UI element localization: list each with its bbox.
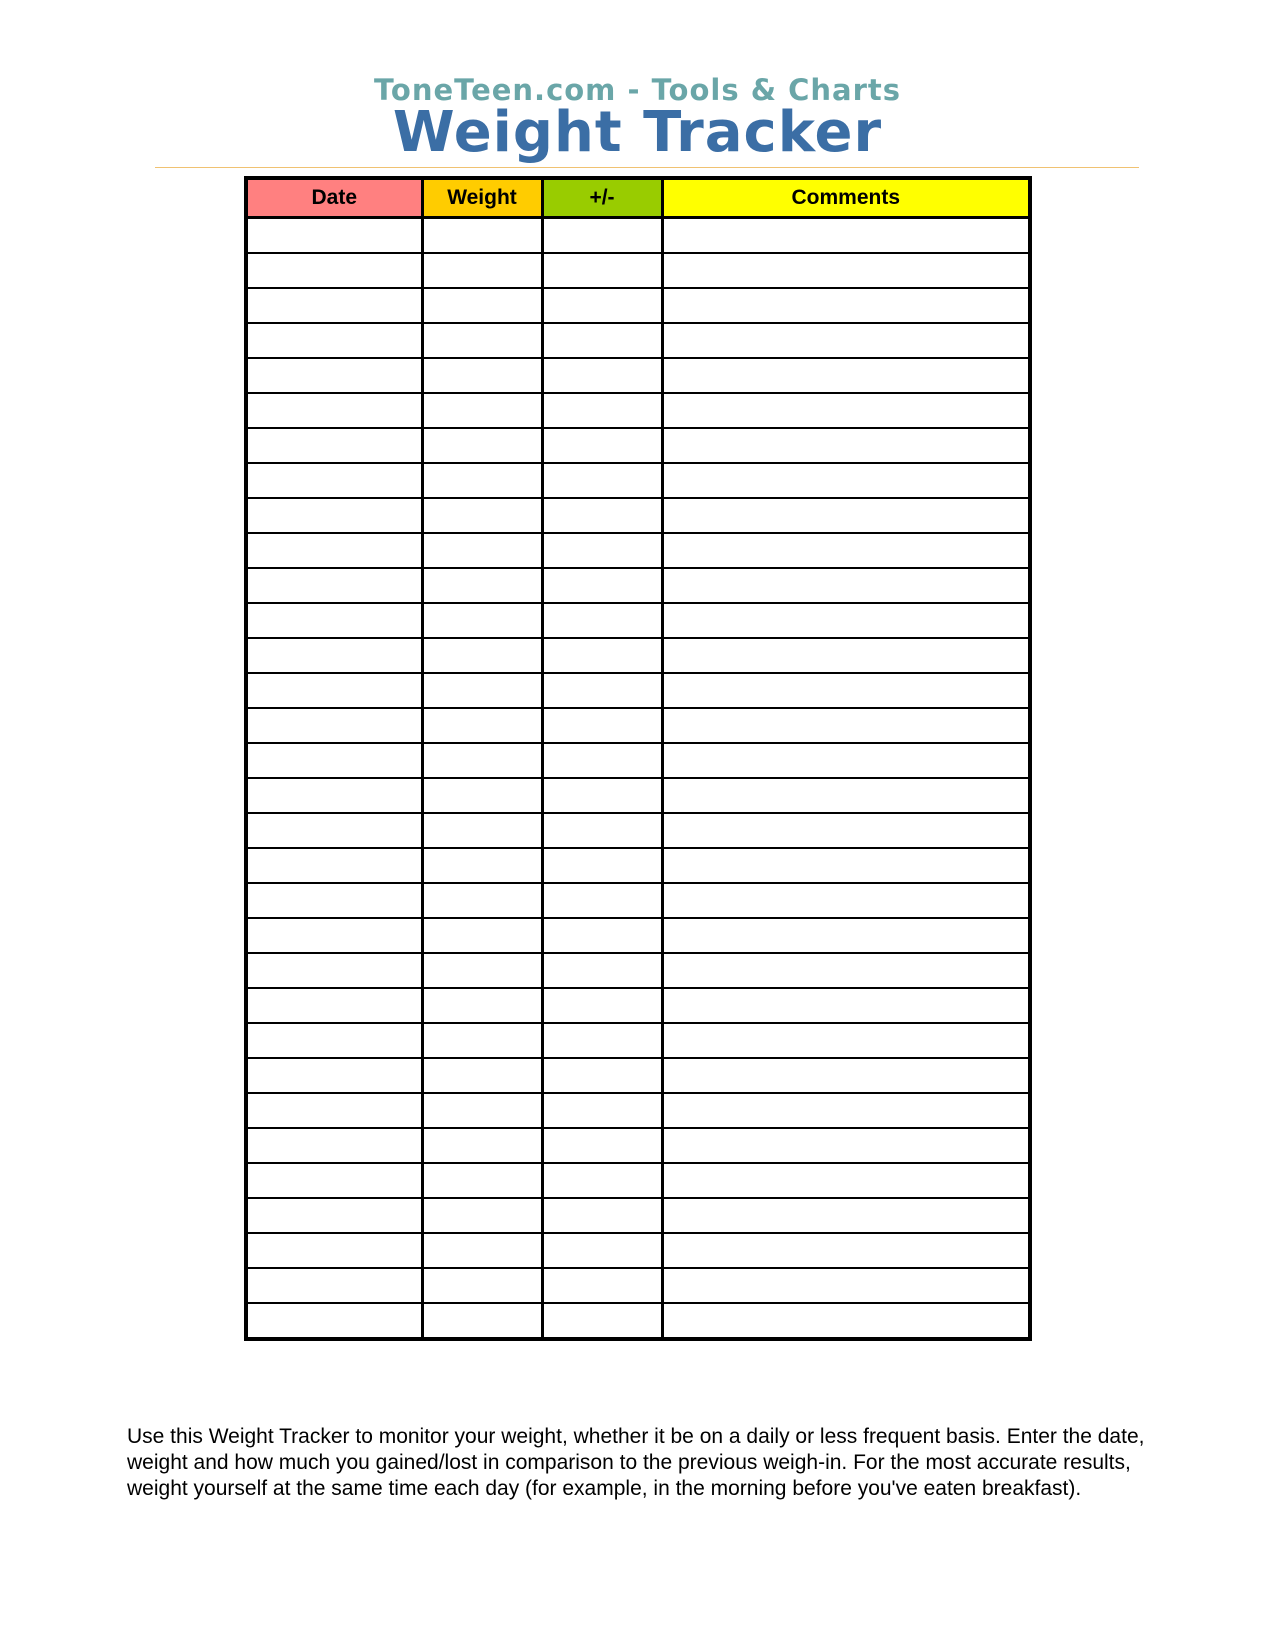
date-cell[interactable]: [246, 1303, 422, 1339]
change-cell[interactable]: [542, 638, 662, 673]
date-cell[interactable]: [246, 568, 422, 603]
change-cell[interactable]: [542, 848, 662, 883]
change-cell[interactable]: [542, 1093, 662, 1128]
date-cell[interactable]: [246, 918, 422, 953]
change-cell[interactable]: [542, 1058, 662, 1093]
table-row: [246, 463, 1030, 498]
header-weight: Weight: [422, 178, 542, 218]
comments-cell[interactable]: [662, 743, 1030, 778]
table-row: [246, 428, 1030, 463]
comments-cell[interactable]: [662, 358, 1030, 393]
weight-cell[interactable]: [422, 813, 542, 848]
comments-cell[interactable]: [662, 218, 1030, 254]
weight-cell[interactable]: [422, 778, 542, 813]
change-cell[interactable]: [542, 1163, 662, 1198]
weight-cell[interactable]: [422, 1268, 542, 1303]
date-cell[interactable]: [246, 1163, 422, 1198]
change-cell[interactable]: [542, 253, 662, 288]
date-cell[interactable]: [246, 358, 422, 393]
date-cell[interactable]: [246, 253, 422, 288]
comments-cell[interactable]: [662, 1163, 1030, 1198]
change-cell[interactable]: [542, 1128, 662, 1163]
date-cell[interactable]: [246, 673, 422, 708]
table-row: [246, 708, 1030, 743]
page-title: Weight Tracker: [392, 100, 883, 165]
change-cell[interactable]: [542, 463, 662, 498]
change-cell[interactable]: [542, 323, 662, 358]
comments-cell[interactable]: [662, 463, 1030, 498]
comments-cell[interactable]: [662, 393, 1030, 428]
comments-cell[interactable]: [662, 953, 1030, 988]
change-cell[interactable]: [542, 218, 662, 254]
weight-cell[interactable]: [422, 708, 542, 743]
weight-cell[interactable]: [422, 253, 542, 288]
comments-cell[interactable]: [662, 1058, 1030, 1093]
comments-cell[interactable]: [662, 1128, 1030, 1163]
weight-cell[interactable]: [422, 358, 542, 393]
change-cell[interactable]: [542, 1233, 662, 1268]
date-cell[interactable]: [246, 218, 422, 254]
weight-cell[interactable]: [422, 1093, 542, 1128]
date-cell[interactable]: [246, 848, 422, 883]
change-cell[interactable]: [542, 1303, 662, 1339]
date-cell[interactable]: [246, 603, 422, 638]
table-row: [246, 988, 1030, 1023]
weight-cell[interactable]: [422, 603, 542, 638]
weight-cell[interactable]: [422, 883, 542, 918]
date-cell[interactable]: [246, 638, 422, 673]
comments-cell[interactable]: [662, 1303, 1030, 1339]
weight-cell[interactable]: [422, 953, 542, 988]
comments-cell[interactable]: [662, 778, 1030, 813]
date-cell[interactable]: [246, 463, 422, 498]
weight-cell[interactable]: [422, 428, 542, 463]
table-row: [246, 1093, 1030, 1128]
weight-cell[interactable]: [422, 323, 542, 358]
comments-cell[interactable]: [662, 638, 1030, 673]
change-cell[interactable]: [542, 288, 662, 323]
change-cell[interactable]: [542, 673, 662, 708]
table-row: [246, 1058, 1030, 1093]
weight-cell[interactable]: [422, 568, 542, 603]
change-cell[interactable]: [542, 393, 662, 428]
weight-cell[interactable]: [422, 393, 542, 428]
table-row: [246, 1128, 1030, 1163]
date-cell[interactable]: [246, 1268, 422, 1303]
date-cell[interactable]: [246, 323, 422, 358]
table-row: [246, 218, 1030, 254]
change-cell[interactable]: [542, 498, 662, 533]
date-cell[interactable]: [246, 533, 422, 568]
table-row: [246, 1303, 1030, 1339]
change-cell[interactable]: [542, 708, 662, 743]
date-cell[interactable]: [246, 1198, 422, 1233]
comments-cell[interactable]: [662, 848, 1030, 883]
weight-cell[interactable]: [422, 673, 542, 708]
header-change: +/-: [542, 178, 662, 218]
table-row: [246, 848, 1030, 883]
weight-cell[interactable]: [422, 218, 542, 254]
comments-cell[interactable]: [662, 1268, 1030, 1303]
date-cell[interactable]: [246, 428, 422, 463]
comments-cell[interactable]: [662, 533, 1030, 568]
change-cell[interactable]: [542, 533, 662, 568]
change-cell[interactable]: [542, 428, 662, 463]
comments-cell[interactable]: [662, 988, 1030, 1023]
date-cell[interactable]: [246, 1233, 422, 1268]
table-row: [246, 1198, 1030, 1233]
weight-cell[interactable]: [422, 1058, 542, 1093]
comments-cell[interactable]: [662, 253, 1030, 288]
date-cell[interactable]: [246, 953, 422, 988]
comments-cell[interactable]: [662, 918, 1030, 953]
weight-cell[interactable]: [422, 1128, 542, 1163]
table-row: [246, 673, 1030, 708]
weight-cell[interactable]: [422, 1163, 542, 1198]
change-cell[interactable]: [542, 568, 662, 603]
table-row: [246, 953, 1030, 988]
instructions-text: Use this Weight Tracker to monitor your weight, whether it be on a daily or less frequent basis. Enter the date, weight and how much you gained/lost in comparison to the previous weigh-in. For the most accurate results, weight yourself at the same time each day (for example, in the morning before you've eaten breakfast).: [127, 1425, 1145, 1500]
date-cell[interactable]: [246, 498, 422, 533]
comments-cell[interactable]: [662, 883, 1030, 918]
weight-cell[interactable]: [422, 988, 542, 1023]
table-row: [246, 603, 1030, 638]
weight-cell[interactable]: [422, 533, 542, 568]
comments-cell[interactable]: [662, 1198, 1030, 1233]
date-cell[interactable]: [246, 743, 422, 778]
weight-cell[interactable]: [422, 743, 542, 778]
change-cell[interactable]: [542, 953, 662, 988]
date-cell[interactable]: [246, 1128, 422, 1163]
weight-cell[interactable]: [422, 1233, 542, 1268]
comments-cell[interactable]: [662, 1023, 1030, 1058]
change-cell[interactable]: [542, 1268, 662, 1303]
comments-cell[interactable]: [662, 568, 1030, 603]
date-cell[interactable]: [246, 1023, 422, 1058]
table-row: [246, 743, 1030, 778]
change-cell[interactable]: [542, 988, 662, 1023]
table-row: [246, 253, 1030, 288]
table-row: [246, 498, 1030, 533]
table-row: [246, 883, 1030, 918]
comments-cell[interactable]: [662, 288, 1030, 323]
comments-cell[interactable]: [662, 323, 1030, 358]
change-cell[interactable]: [542, 918, 662, 953]
table-row: [246, 358, 1030, 393]
comments-cell[interactable]: [662, 498, 1030, 533]
date-cell[interactable]: [246, 1058, 422, 1093]
table-row: [246, 1233, 1030, 1268]
weight-cell[interactable]: [422, 848, 542, 883]
table-row: [246, 533, 1030, 568]
weight-cell[interactable]: [422, 638, 542, 673]
change-cell[interactable]: [542, 813, 662, 848]
date-cell[interactable]: [246, 883, 422, 918]
table-row: [246, 568, 1030, 603]
comments-cell[interactable]: [662, 1093, 1030, 1128]
date-cell[interactable]: [246, 988, 422, 1023]
table-row: [246, 638, 1030, 673]
table-header-row: [246, 178, 1030, 218]
weight-cell[interactable]: [422, 1303, 542, 1339]
change-cell[interactable]: [542, 603, 662, 638]
weight-cell[interactable]: [422, 288, 542, 323]
header-date: Date: [246, 178, 422, 218]
table-row: [246, 288, 1030, 323]
table-row: [246, 918, 1030, 953]
date-cell[interactable]: [246, 813, 422, 848]
weight-cell[interactable]: [422, 1198, 542, 1233]
header-comments: Comments: [662, 178, 1030, 218]
title-divider: [155, 167, 1139, 168]
date-cell[interactable]: [246, 708, 422, 743]
comments-cell[interactable]: [662, 428, 1030, 463]
table-row: [246, 1163, 1030, 1198]
weight-cell[interactable]: [422, 918, 542, 953]
change-cell[interactable]: [542, 358, 662, 393]
table-row: [246, 813, 1030, 848]
comments-cell[interactable]: [662, 673, 1030, 708]
weight-cell[interactable]: [422, 498, 542, 533]
comments-cell[interactable]: [662, 813, 1030, 848]
comments-cell[interactable]: [662, 708, 1030, 743]
date-cell[interactable]: [246, 1093, 422, 1128]
table-body: [246, 218, 1030, 1340]
change-cell[interactable]: [542, 883, 662, 918]
weight-tracker-table: [244, 176, 1032, 1341]
table-row: [246, 778, 1030, 813]
weight-cell[interactable]: [422, 1023, 542, 1058]
comments-cell[interactable]: [662, 1233, 1030, 1268]
date-cell[interactable]: [246, 288, 422, 323]
date-cell[interactable]: [246, 393, 422, 428]
change-cell[interactable]: [542, 778, 662, 813]
table-row: [246, 1023, 1030, 1058]
change-cell[interactable]: [542, 1023, 662, 1058]
date-cell[interactable]: [246, 778, 422, 813]
weight-cell[interactable]: [422, 463, 542, 498]
change-cell[interactable]: [542, 1198, 662, 1233]
table-row: [246, 323, 1030, 358]
change-cell[interactable]: [542, 743, 662, 778]
table-row: [246, 1268, 1030, 1303]
table-row: [246, 393, 1030, 428]
site-subtitle: ToneTeen.com - Tools & Charts: [373, 73, 902, 107]
comments-cell[interactable]: [662, 603, 1030, 638]
